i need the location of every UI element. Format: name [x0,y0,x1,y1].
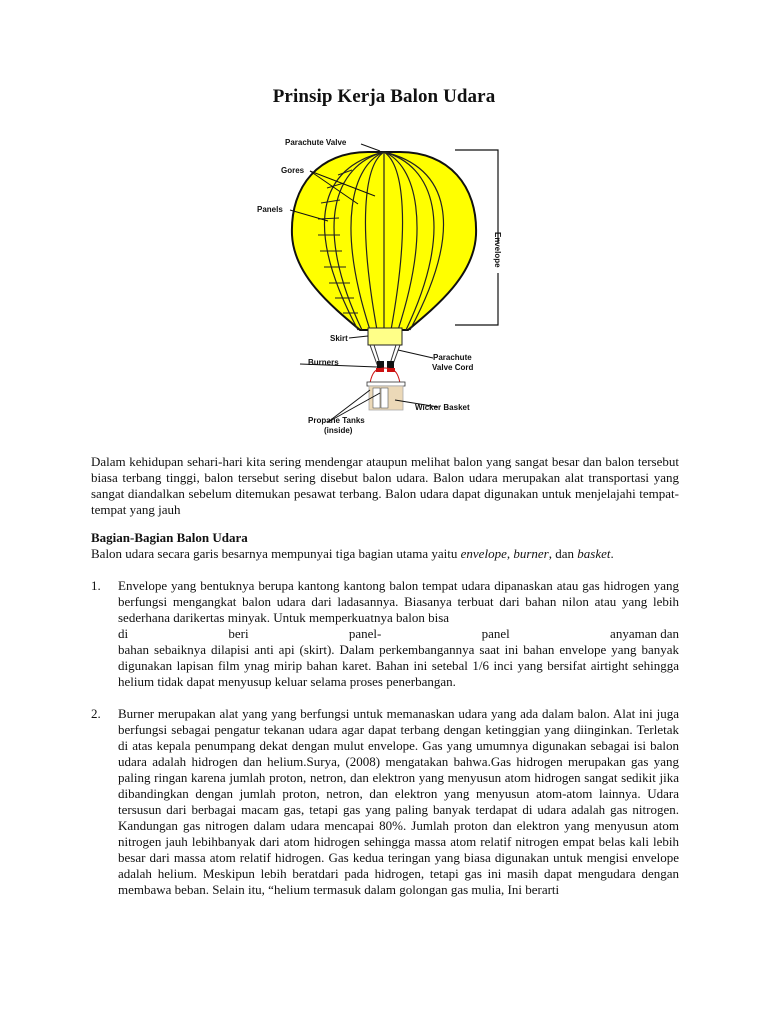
label-skirt: Skirt [330,334,348,343]
hot-air-balloon-diagram [240,125,530,445]
section-intro-lead: Balon udara secara garis besarnya mempunyai tiga bagian utama yaitu [91,546,461,561]
term-burner: burner [513,546,549,561]
list-item-text-a: Envelope yang bentuknya berupa kantong kantong balon tempat udara dipanaskan atau gas hidrogen yang berfungsi mengangkat balon udara dari ladasannya. Biasanya terbuat dari bahan nilon atau yang lebih sederhana darikertas minyak. Untuk memperkuatnya balon bisa [118,578,679,625]
spread-word: di [118,626,129,641]
burner-right [387,361,394,368]
term-basket: basket [577,546,611,561]
spread-word: anyaman dan [610,626,679,641]
balloon-illustration [240,125,530,445]
parts-list-item-1-container [91,578,679,690]
list-number: 2. [91,706,101,721]
section-heading: Bagian-Bagian Balon Udara [91,530,248,545]
spread-word: panel [481,626,510,641]
separator: , dan [548,546,578,561]
label-envelope: Envelope [493,232,502,268]
label-parachute-valve-cord-line1: Parachute [433,353,472,362]
section-intro-paragraph [91,546,679,562]
label-parachute-valve: Parachute Valve [285,138,347,147]
label-gores: Gores [281,166,305,175]
intro-paragraph: Dalam kehidupan sehari-hari kita sering mendengar ataupun melihat balon yang sangat besar dan balon tersebut biasa terbang tinggi, balon tersebut sering disebut balon udara. Balon udara merupakan alat transportasi yang sangat diandalkan sebelum ditemukan pesawat terbang. Balon udara dapat digunakan untuk menjelajahi tempat-tempat yang jauh [91,454,679,517]
separator: . [610,546,614,561]
list-item-text-b: bahan sebaiknya dilapisi anti api (skirt). Dalam perkembangannya saat ini bahan envelope yang banyak digunakan lapisan film ynag mirip bahan karet. Bahan ini setebal 1/6 inci yang bersifat airtight sehingga helium tidak dapat menyusup keluar selama proses penerbangan. [118,642,679,689]
label-propane-tanks-note: (inside) [324,426,353,435]
label-burners: Burners [308,358,339,367]
label-propane-tanks: Propane Tanks [308,416,365,425]
list-item-envelope [91,578,679,690]
propane-tank-left [373,388,380,408]
label-wicker-basket: Wicker Basket [415,403,470,412]
spread-word: beri [228,626,249,641]
term-envelope: envelope [460,546,507,561]
list-item-text: Burner merupakan alat yang yang berfungsi untuk memanaskan udara yang ada dalam balon. Alat ini juga berfungsi sebagai pengatur tekanan udara agar dapat terbang dengan ketinggian yang diinginkan. Terletak di atas kepala penumpang dekat dengan mulut envelope. Gas yang umumnya digunakan sebagai isi balon udara adalah hidrogen dan helium.Surya, (2008) mengatakan bahwa.Gas hidrogen merupakan gas yang paling ringan karena jumlah proton, netron, dan elektron yang menyusun atom hidrogen sangat sedikit jika dibandingkan dengan jumlah proton, netron, dan elektron yang menyusun atom-atom lainnya. Udara tersusun dari berbagai macam gas, tetapi gas yang paling banyak terdapat di udara adalah gas nitrogen. Kandungan gas nitrogen dalam udara mencapai 80%. Jumlah proton dan elektron yang menyusun atom nitrogen jauh lebihbanyak dari atom hidrogen sehingga massa atom relatif nitrogen empat belas kali lebih besar dari massa atom relatif hidrogen. Gas kedua teringan yang biasa digunakan untuk mengisi envelope adalah helium. Meskipun lebih beratdari pada hidrogen, tetapi gas ini masih dapat mengudara dengan membawa beban. Selain itu, “helium termasuk dalam golongan gas mulia, Ini berarti [118,706,679,897]
document-title: Prinsip Kerja Balon Udara [272,86,496,107]
list-item-burner [91,706,679,898]
spread-line [118,626,679,642]
propane-tank-right [381,388,388,408]
label-parachute-valve-cord-line2: Valve Cord [432,363,474,372]
separator: , [506,546,514,561]
spread-word: panel- [348,626,382,641]
parts-list-item-2-container [91,706,679,898]
label-panels: Panels [257,205,283,214]
list-number: 1. [91,578,101,593]
balloon-skirt [368,328,402,345]
burner-left [377,361,384,368]
